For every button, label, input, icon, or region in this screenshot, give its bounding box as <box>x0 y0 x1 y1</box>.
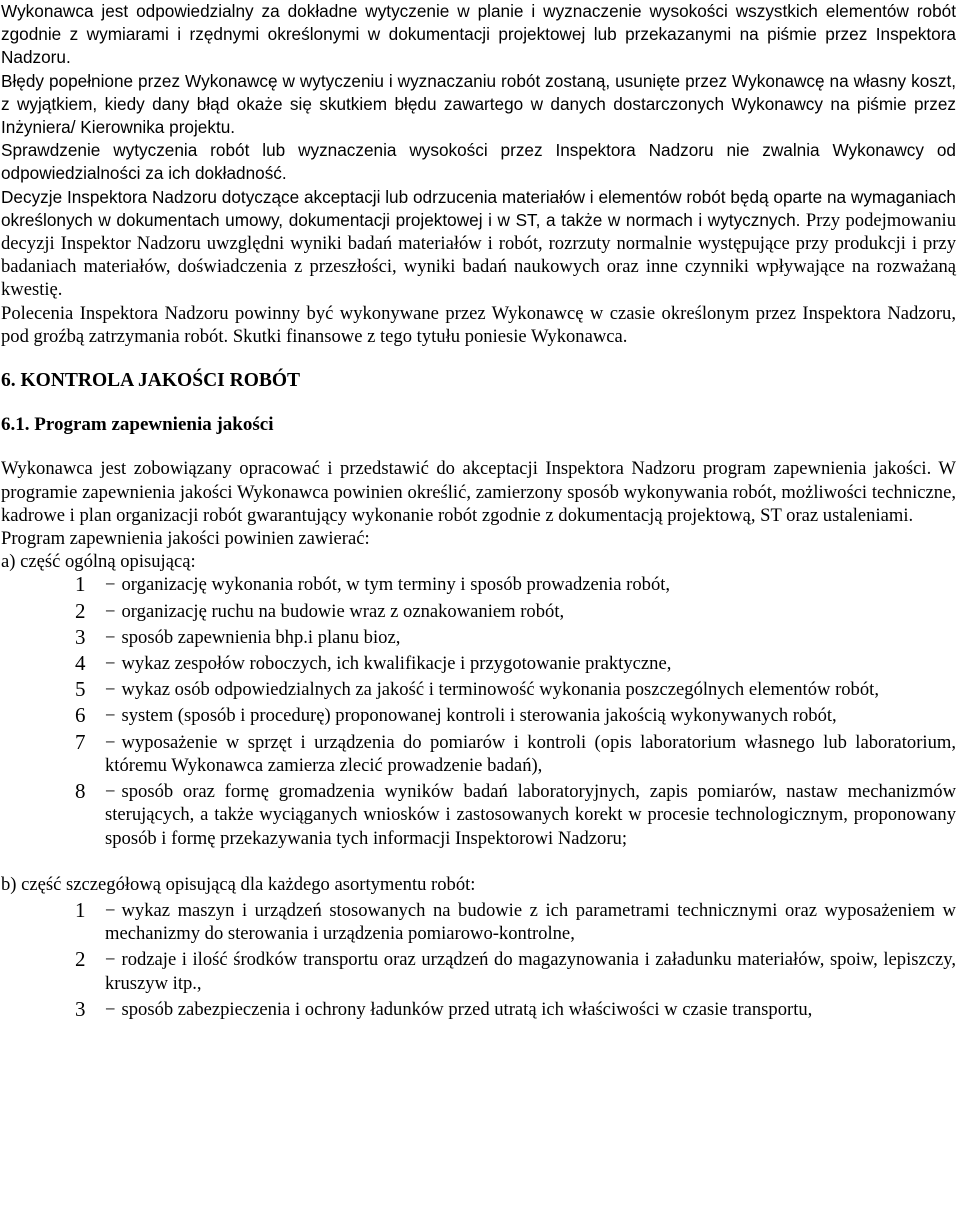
part-a-list <box>1 573 956 849</box>
list-item-number: 2 <box>75 598 86 623</box>
list-item-number: 3 <box>75 996 86 1021</box>
list-item <box>1 573 956 596</box>
list-item-dash: − <box>105 600 116 622</box>
list-item-text: organizację ruchu na budowie wraz z oznakowaniem robót, <box>121 600 565 622</box>
list-item-number: 5 <box>75 677 86 702</box>
list-item-text: sposób oraz formę gromadzenia wyników badań laboratoryjnych, zapis pomiarów, nastaw mechanizmów sterujących, a także wyciąganych wniosków i zastosowanych korekt w procesie technologicznym, proponowany sposób i formę przekazywania tych informacji Inspektorowi Nadzoru; <box>105 781 956 849</box>
list-item-number: 3 <box>75 624 86 649</box>
paragraph-quality-program-part2: W programie zapewnienia jakości Wykonawca powinien określić, zamierzony sposób wykonywania robót, możliwości techniczne, kadrowe i plan organizacji robót gwarantujący wykonanie robót zgodnie z dokumentacją projektową, ST oraz ustaleniami. <box>1 458 956 526</box>
list-item-text: wykaz osób odpowiedzialnych za jakość i terminowość wykonania poszczególnych elementów robót, <box>121 679 879 701</box>
list-item-text: sposób zabezpieczenia i ochrony ładunków przed utratą ich właściwości w czasie transportu, <box>121 998 813 1020</box>
list-item-dash: − <box>105 679 116 701</box>
paragraph-quality-program <box>1 457 956 527</box>
paragraph-setting-out-errors: Błędy popełnione przez Wykonawcę w wytyczeniu i wyznaczaniu robót zostaną, usunięte przez Wykonawcę na własny koszt, z wyjątkiem, kiedy dany błąd okaże się skutkiem błędu zawartego w danych dostarczonych Wykonawcy na piśmie przez Inżyniera/ Kierownika projektu. <box>1 70 956 138</box>
list-item-dash: − <box>105 731 116 753</box>
list-item-text: rodzaje i ilość środków transportu oraz urządzeń do magazynowania i załadunku materiałów, spoiw, lepiszczy, kruszyw itp., <box>105 949 956 994</box>
paragraph-quality-program-part1: Wykonawca jest zobowiązany opracować i przedstawić do akceptacji Inspektora Nadzoru program zapewnienia jakości. <box>1 458 932 480</box>
list-item-number: 1 <box>75 897 86 922</box>
list-item-dash: − <box>105 781 116 803</box>
list-item <box>1 652 956 675</box>
list-item-text: wykaz maszyn i urządzeń stosowanych na budowie z ich parametrami technicznymi oraz wyposażeniem w mechanizmy do sterowania i urządzenia pomiarowo-kontrolne, <box>105 899 956 945</box>
list-item-number: 4 <box>75 651 86 676</box>
list-item <box>1 600 956 623</box>
list-item <box>1 678 956 701</box>
paragraph-program-contents: Program zapewnienia jakości powinien zawierać: <box>1 528 370 550</box>
list-item-dash: − <box>105 899 116 921</box>
list-item <box>1 704 956 727</box>
paragraph-verification: Sprawdzenie wytyczenia robót lub wyznaczenia wysokości przez Inspektora Nadzoru nie zwalnia Wykonawcy od odpowiedzialności za ich dokładność. <box>1 140 956 184</box>
paragraph-setting-out-responsibility: Wykonawca jest odpowiedzialny za dokładne wytyczenie w planie i wyznaczenie wysokości wszystkich elementów robót zgodnie z wymiarami i rzędnymi określonymi w dokumentacji projektowej lub przekazanymi na piśmie przez Inspektora Nadzoru. <box>1 1 956 68</box>
list-item-text: sposób zapewnienia bhp.i planu bioz, <box>121 626 401 648</box>
list-item-text: wykaz zespołów roboczych, ich kwalifikacje i przygotowanie praktyczne, <box>121 653 672 675</box>
list-item-dash: − <box>105 626 116 648</box>
list-item-dash: − <box>105 949 116 971</box>
list-item-number: 6 <box>75 703 86 728</box>
list-item-number: 1 <box>75 572 86 597</box>
list-item-number: 7 <box>75 729 86 754</box>
list-item <box>1 899 956 945</box>
part-b-list <box>1 899 956 1021</box>
paragraph-inspector-decisions-part2: Przy podejmowaniu decyzji Inspektor Nadzoru uwzględni wyniki badań materiałów i robót, rozrzuty normalnie występujące przy produkcji i przy badaniach materiałów, doświadczenia z przeszłości, wyniki badań naukowych oraz inne czynniki wpływające na rozważaną kwestię. <box>1 209 956 301</box>
list-item-dash: − <box>105 705 116 727</box>
list-item-text: organizację wykonania robót, w tym terminy i sposób prowadzenia robót, <box>121 574 671 596</box>
list-item <box>1 780 956 850</box>
paragraph-inspector-decisions-part1: Decyzje Inspektora Nadzoru dotyczące akceptacji lub odrzucenia materiałów i elementów robót będą oparte na wymaganiach określonych w dokumentach umowy, dokumentacji projektowej i w ST, a także w normach i wytycznych. <box>1 186 956 230</box>
list-item-number: 2 <box>75 947 86 972</box>
list-item <box>1 626 956 649</box>
list-item <box>1 731 956 777</box>
paragraph-inspector-decisions <box>1 186 956 302</box>
list-item <box>1 948 956 994</box>
subsection-heading: 6.1. Program zapewnienia jakości <box>1 414 274 436</box>
list-item-number: 8 <box>75 779 86 804</box>
list-item-dash: − <box>105 653 116 675</box>
paragraph-inspector-orders: Polecenia Inspektora Nadzoru powinny być wykonywane przez Wykonawcę w czasie określonym przez Inspektora Nadzoru, pod groźbą zatrzymania robót. Skutki finansowe z tego tytułu poniesie Wykonawca. <box>1 302 956 347</box>
part-b-label: b) część szczegółową opisującą dla każdego asortymentu robót: <box>1 873 476 895</box>
section-heading: 6. KONTROLA JAKOŚCI ROBÓT <box>1 370 301 392</box>
list-item <box>1 998 956 1021</box>
list-item-dash: − <box>105 574 116 596</box>
list-item-text: system (sposób i procedurę) proponowanej kontroli i sterowania jakością wykonywanych robót, <box>121 705 837 727</box>
list-item-dash: − <box>105 998 116 1020</box>
list-item-text: wyposażenie w sprzęt i urządzenia do pomiarów i kontroli (opis laboratorium własnego lub laboratorium, któremu Wykonawca zamierza zlecić prowadzenie badań), <box>105 731 956 776</box>
part-a-label: a) część ogólną opisującą: <box>1 551 196 573</box>
